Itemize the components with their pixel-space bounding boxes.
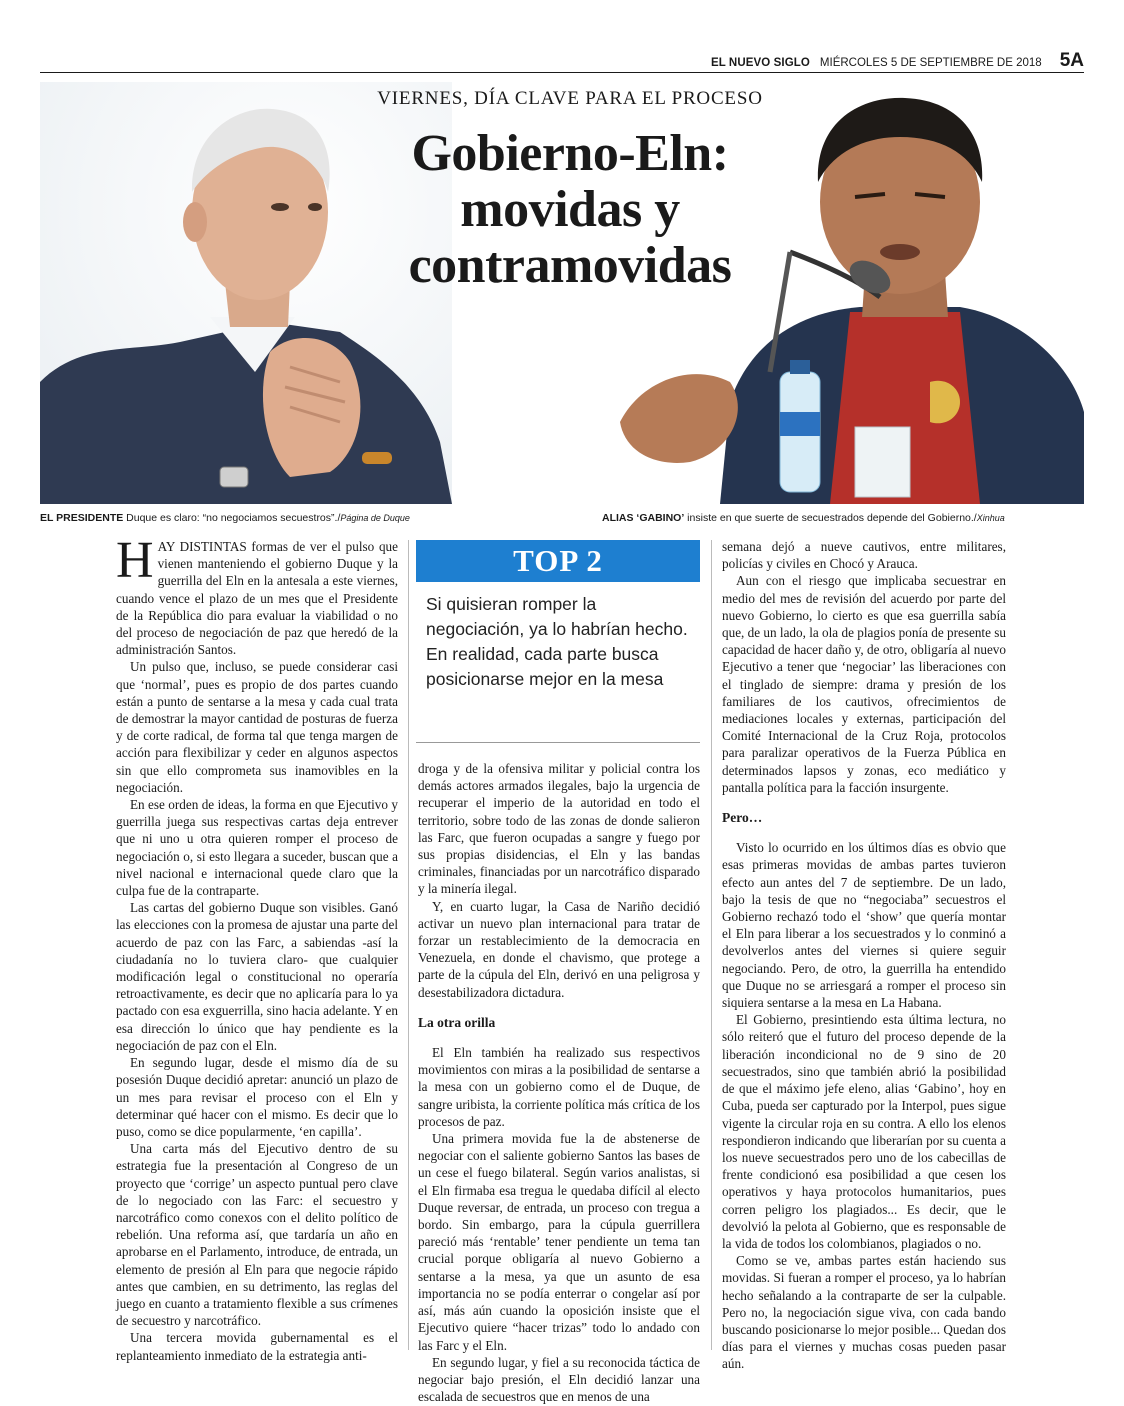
paragraph: droga y de la ofensiva militar y policial contra los demás actores armados ilegales, bajo la urgencia de recuperar el imperio de la autoridad en todo el territorio, sobre todo de las zonas de donde salieron las Farc, que fueron ocupadas a sangre y fuego por sus propias disidencias, el Eln y las bandas criminales, financiadas por un narcotráfico disparado y la minería ilegal. [418,761,700,897]
paragraph: Visto lo ocurrido en los últimos días es obvio que esas primeras movidas de ambas partes tuvieron efecto aun antes del 7 de septiembre. De un lado, bajo la tesis de que no “negociaba” secuestros el Gobierno rechazó todo el ‘show’ que quería montar el Eln para liberar a los secuestrados y lo conminó a devolverlos antes del viernes si quiere seguir negociando. Pero, de otro, la guerrilla ha entendido que Duque no se arriesgará a romper el proceso sin siquiera sentarse a la mesa en La Habana. [722,840,1006,1011]
paragraph: En segundo lugar, desde el mismo día de su posesión Duque decidió apretar: anunció un plazo de un mes para revisar el proceso con el Eln y determinar qué hacer con el mismo. Es decir que lo puso, como se dice popularmente, ‘en capilla’. [116,1055,398,1139]
caption-gabino-credit: Xinhua [976,513,1005,523]
paragraph: Un pulso que, incluso, se puede considerar casi que ‘normal’, pues es propio de dos partes cuando están a punto de sentarse a la mesa y cada cual trata de demostrar la mayor cantidad de posturas de fuerza y de corte radical, de forma tal que tenga margen de acción para flexibilizar y ceder en algunos aspectos sin que ello comprometa sus inamovibles en la negociación. [116,659,398,795]
paragraph: Una carta más del Ejecutivo dentro de su estrategia fue la presentación al Congreso de un proyecto que ‘corrige’ un aspecto puntual pero clave de lo negociado con las Farc: el secuestro y narcotráfico como conexos con el delito político de rebelión. Una reforma así, que tardaría un año en aprobarse en el Parlamento, introduce, de entrada, un elemento de presión al Eln para que negocie rápido antes que cambien, en su detrimento, las reglas del juego en cuanto a tratamiento flexible a sus crímenes de secuestro y narcotráfico. [116,1141,398,1329]
drop-cap: H [116,532,154,589]
paragraph: Las cartas del gobierno Duque son visibles. Ganó las elecciones con la promesa de ajustar una parte del acuerdo de paz con las Farc, a sabiendas -así la ciudadanía no lo tuviera claro- que cualquier modificación legal o constitucional no operaría retroactivamente, es decir que no aplicaría para lo ya pactado con esa exguerrilla, sino hacia adelante. Y en esa dirección lo único que hay pendiente es la negociación de paz con el Eln. [116,900,398,1053]
caption-president [40,512,410,524]
caption-president-credit: Página de Duque [340,513,410,523]
paragraph: El Gobierno, presintiendo esta última lectura, no sólo reiteró que el futuro del proceso depende de la liberación incondicional no de 9 sino de 20 secuestrados, sino que también abrió la posibilidad de que el máximo jefe eleno, alias ‘Gabino’, hoy en Cuba, pueda ser capturado por la Interpol, pues sigue vigente la circular roja en su contra. A ello los elenos respondieron indicando que liberarían por su cuenta a los nueve secuestrados pero uno de los cabecillas de frente condicionó esa posibilidad a que cesen los operativos y haya protocolos humanitarios, pues corren peligro los plagiados... Es decir, que le devolvió la pelota al Gobierno, que es responsable de la vida de todos los colombianos, plagiados o no. [722,1012,1006,1251]
caption-president-text: Duque es claro: “no negociamos secuestros”./ [123,512,341,524]
column-divider [711,540,712,1350]
paragraph: Aun con el riesgo que implicaba secuestrar en medio del mes de revisión del acuerdo por parte del nuevo Gobierno, lo cierto es que esa guerrilla sabía que, de un lado, la ola de plagios ponía de presente su capacidad de hacer daño y, de otro, obligaría al nuevo Ejecutivo a tener que ‘negociar’ las liberaciones con el tinglado de siempre: drama y presión de los familiares de los cautivos, ofrecimientos de mediaciones locales y externas, participación del Comité Internacional de la Cruz Roja, protocolos para paralizar operativos de la Fuerza Pública en determinados lapsos y zonas, eco mediático y pantalla política para la facción insurgente. [722,573,1006,795]
pull-quote-divider [416,742,700,743]
article-kicker: VIERNES, DÍA CLAVE PARA EL PROCESO [377,88,763,109]
subheading: La otra orilla [418,1014,496,1030]
header-divider [40,72,1084,73]
caption-president-lead: EL PRESIDENTE [40,512,124,524]
paragraph: Y, en cuarto lugar, la Casa de Nariño decidió activar un nuevo plan internacional para tratar de forzar un restablecimiento de la democracia en Venezuela, en donde el chavismo, que protege a parte de la cúpula del Eln, derivó en una peligrosa y desestabilizadora dictadura. [418,898,700,1000]
column-divider [408,540,409,1350]
paragraph: Una tercera movida gubernamental es el replanteamiento inmediato de la estrategia anti- [116,1330,398,1363]
article-column-3 [722,538,1006,1373]
caption-gabino-text: insiste en que suerte de secuestrados depende del Gobierno./ [684,512,977,524]
paragraph: En ese orden de ideas, la forma en que Ejecutivo y guerrilla juega sus respectivas cartas deja entrever que ni uno u otra quieren romper el proceso de negociación o, si esto llegara a suceder, buscan que a nivel nacional e internacional quede claro que la culpa fue de la contraparte. [116,797,398,899]
top2-label: TOP 2 [513,543,603,578]
article-headline: Gobierno-Eln: movidas y contramovidas [408,125,732,294]
paragraph: semana dejó a nueve cautivos, entre militares, policías y civiles en Chocó y Arauca. [722,539,1006,572]
paragraph: El Eln también ha realizado sus respectivos movimientos con miras a la posibilidad de sentarse a la mesa con un gobierno como el de Duque, de sangre uribista, la corriente política más crítica de los procesos de paz. [418,1045,700,1129]
page-number: 5A [1059,50,1084,71]
publication-date: MIÉRCOLES 5 DE SEPTIEMBRE DE 2018 [819,57,1042,69]
paragraph: Como se ve, ambas partes están haciendo sus movidas. Si fueran a romper el proceso, ya lo habrían hecho señalando a la contraparte de ser la culpable. Pero no, la negociación sigue viva, con cada bando buscando posicionarse lo mejor posible... Quedan dos días para el viernes y muchas cosas pueden pasar aún. [722,1253,1006,1372]
article-column-2 [418,760,700,1405]
lead-in: AY DISTINTAS [157,539,247,554]
caption-gabino [602,512,1005,524]
caption-gabino-lead: ALIAS ‘GABINO’ [602,512,685,524]
pull-quote: Si quisieran romper la negociación, ya lo habrían hecho. En realidad, cada parte busca posicionarse mejor en la mesa [426,594,688,689]
publication-name: EL NUEVO SIGLO [710,57,810,69]
article-column-1 [116,532,399,1364]
page-folio [711,50,1084,72]
top2-banner [416,540,700,582]
paragraph: Una primera movida fue la de abstenerse de negociar con el saliente gobierno Santos las bases de un cese el fuego bilateral. Según varios analistas, si el Eln firmaba esa tregua le quedaba difícil al electo Duque reversar, de entrada, un proceso con tregua a bordo. Sin embargo, para la cúpula guerrillera pareció más ‘rentable’ tener pendiente un tema tan crucial porque obligaría al nuevo Gobierno a sentarse a la mesa, ya que un asunto de esa importancia no se podía enterrar o congelar así por así, más aún cuando la oposición insiste que el Ejecutivo quiere “hacer trizas” todo lo andado con las Farc y el Eln. [418,1131,700,1353]
subheading: Pero… [722,810,763,826]
paragraph: En segundo lugar, y fiel a su reconocida táctica de negociar bajo presión, el Eln decidió lanzar una escalada de secuestros que en menos de una [418,1354,700,1405]
paragraph: HAY DISTINTAS formas de ver el pulso que vienen manteniendo el gobierno Duque y la guerrilla del Eln en la antesala a este viernes, cuando vence el plazo de un mes que el Presidente de la República dio para evaluar la viabilidad o no del proceso de negociación de paz que heredó de la administración Santos. [116,532,399,658]
